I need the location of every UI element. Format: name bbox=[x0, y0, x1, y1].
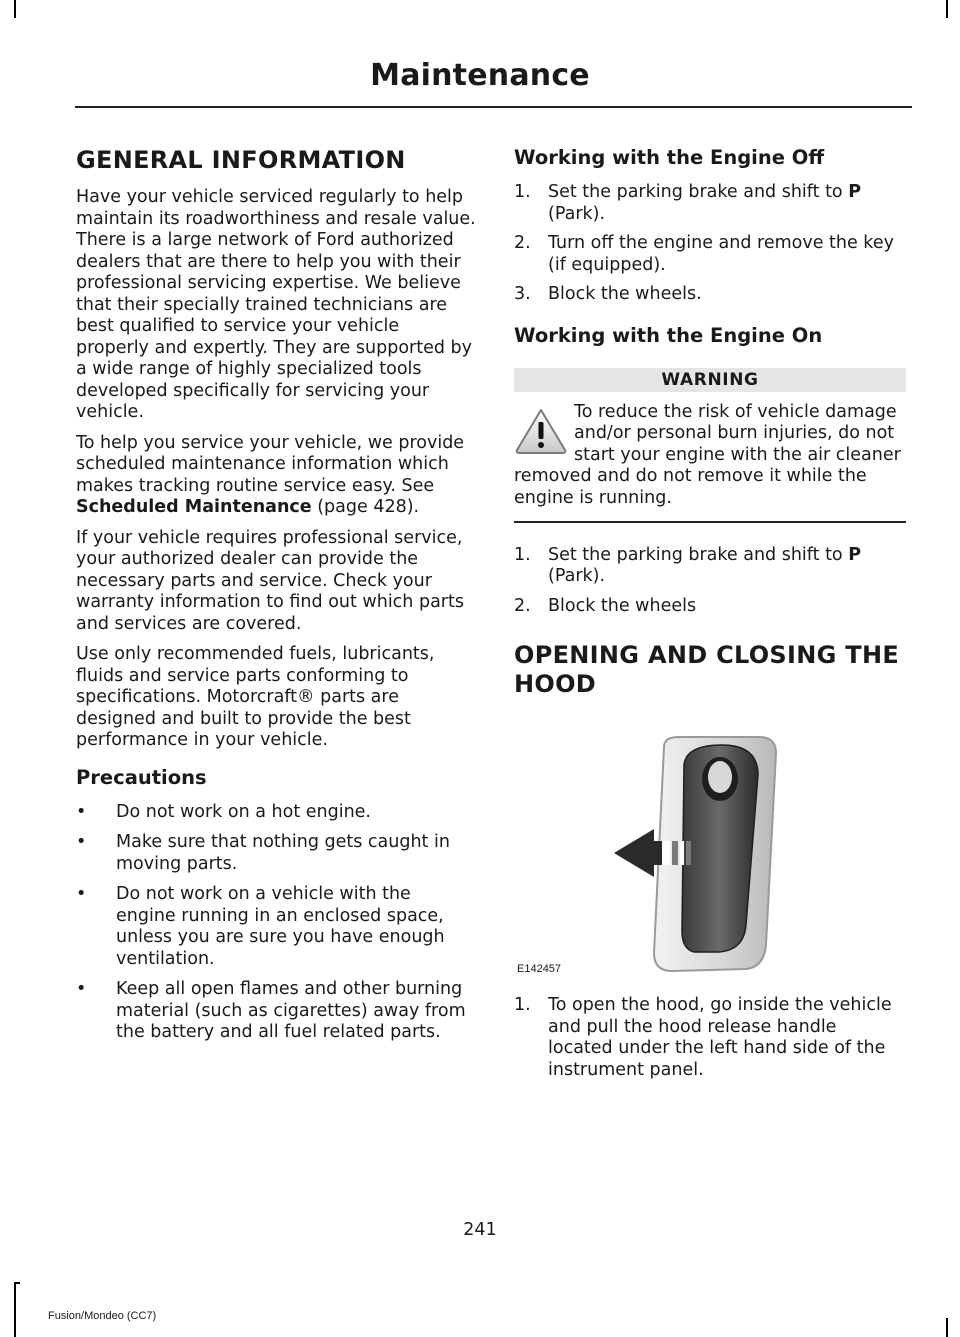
paragraph-recommended-fuels: Use only recommended fuels, lubricants, fluids and service parts conforming to specifications. Motorcraft® parts are designed and built to provide the best performance in your vehicle. bbox=[76, 644, 435, 750]
header-rule bbox=[75, 106, 912, 108]
bullet-marker: • bbox=[76, 832, 87, 852]
heading-hood-line1: OPENING AND CLOSING THE bbox=[514, 641, 900, 669]
step-item bbox=[514, 545, 906, 588]
step-text: Turn off the engine and remove the key (if equipped). bbox=[548, 233, 894, 275]
step-item bbox=[514, 233, 906, 276]
list-item bbox=[76, 979, 476, 1044]
step-number: 1. bbox=[514, 544, 531, 565]
paragraph-text: To help you service your vehicle, we provide scheduled maintenance information which makes tracking routine service easy. See bbox=[76, 432, 465, 496]
step-text: Set the parking brake and shift to bbox=[548, 544, 849, 565]
paragraph-scheduled-maintenance bbox=[76, 433, 476, 519]
bullet-marker: • bbox=[76, 884, 87, 904]
crop-mark bbox=[946, 1318, 948, 1337]
step-text-after: (Park). bbox=[548, 566, 606, 586]
hood-steps bbox=[514, 995, 906, 1081]
precautions-list bbox=[76, 802, 476, 1044]
page-number: 241 bbox=[463, 1220, 497, 1240]
heading-precautions: Precautions bbox=[76, 765, 207, 789]
paragraph-servicing: Have your vehicle serviced regularly to help maintain its roadworthiness and resale value. There is a large network of Ford authorized dealers that are there to help you with their professional servicing expertise. We believe that their specially trained technicians are best qualified to service your vehicle properly and expertly. They are supported by a wide range of highly specialized tools developed specifically for servicing your vehicle. bbox=[76, 187, 476, 422]
step-text: To open the hood, go inside the vehicle and pull the hood release handle located under the left hand side of the instrument panel. bbox=[548, 995, 892, 1080]
bullet-marker: • bbox=[76, 979, 87, 999]
list-item bbox=[76, 802, 476, 824]
heading-hood-line2: HOOD bbox=[514, 670, 597, 698]
step-number: 2. bbox=[514, 595, 531, 616]
warning-label: WARNING bbox=[514, 368, 906, 392]
step-item bbox=[514, 995, 906, 1081]
scheduled-maintenance-link[interactable]: Scheduled Maintenance bbox=[76, 497, 312, 517]
list-item-text: Make sure that nothing gets caught in moving parts. bbox=[116, 832, 450, 874]
warning-rule bbox=[514, 521, 906, 523]
engine-on-steps bbox=[514, 545, 906, 618]
hood-release-handle-illustration bbox=[514, 735, 906, 975]
list-item bbox=[76, 884, 476, 970]
footer-model: Fusion/Mondeo (CC7) bbox=[48, 1310, 157, 1322]
crop-mark bbox=[14, 0, 16, 18]
heading-general-information: GENERAL INFORMATION bbox=[76, 146, 406, 174]
page-header-title: Maintenance bbox=[370, 58, 590, 93]
bullet-marker: • bbox=[76, 801, 87, 822]
crop-mark bbox=[946, 0, 948, 18]
step-item bbox=[514, 182, 906, 225]
right-column bbox=[514, 140, 906, 1089]
step-text: Block the wheels bbox=[548, 595, 697, 616]
crop-mark bbox=[14, 1282, 16, 1337]
list-item-text: Do not work on a vehicle with the engine running in an enclosed space, unless you are sure you have enough ventilation. bbox=[116, 884, 445, 969]
step-number: 1. bbox=[514, 995, 531, 1015]
page-reference: (page 428). bbox=[311, 497, 420, 517]
gear-p: P bbox=[848, 182, 862, 202]
heading-engine-off: Working with the Engine Off bbox=[514, 146, 825, 169]
hood-release-figure bbox=[514, 735, 906, 975]
warning-box bbox=[514, 402, 906, 510]
heading-engine-on: Working with the Engine On bbox=[514, 323, 823, 347]
paragraph-professional-service: If your vehicle requires professional service, your authorized dealer can provide the necessary parts and service. Check your warranty information to find out which parts and services are covered. bbox=[76, 527, 464, 634]
step-number: 2. bbox=[514, 233, 531, 253]
left-column bbox=[76, 140, 476, 1053]
step-number: 3. bbox=[514, 284, 531, 304]
step-text: Set the parking brake and shift to bbox=[548, 182, 849, 202]
gear-p: P bbox=[848, 544, 862, 565]
list-item bbox=[76, 832, 476, 875]
step-text: Block the wheels. bbox=[548, 284, 702, 304]
figure-code: E142457 bbox=[517, 963, 562, 975]
step-number: 1. bbox=[514, 182, 531, 202]
crop-mark bbox=[14, 1282, 20, 1284]
warning-triangle-icon bbox=[514, 406, 568, 456]
step-item bbox=[514, 596, 906, 618]
list-item-text: Keep all open flames and other burning material (such as cigarettes) away from the battery and all fuel related parts. bbox=[116, 979, 466, 1042]
warning-text: To reduce the risk of vehicle damage and/or personal burn injuries, do not start your engine with the air cleaner removed and do not remove it while the engine is running. bbox=[514, 401, 901, 508]
step-item bbox=[514, 284, 906, 306]
engine-off-steps bbox=[514, 182, 906, 306]
step-text-after: (Park). bbox=[548, 203, 606, 224]
list-item-text: Do not work on a hot engine. bbox=[116, 801, 371, 822]
